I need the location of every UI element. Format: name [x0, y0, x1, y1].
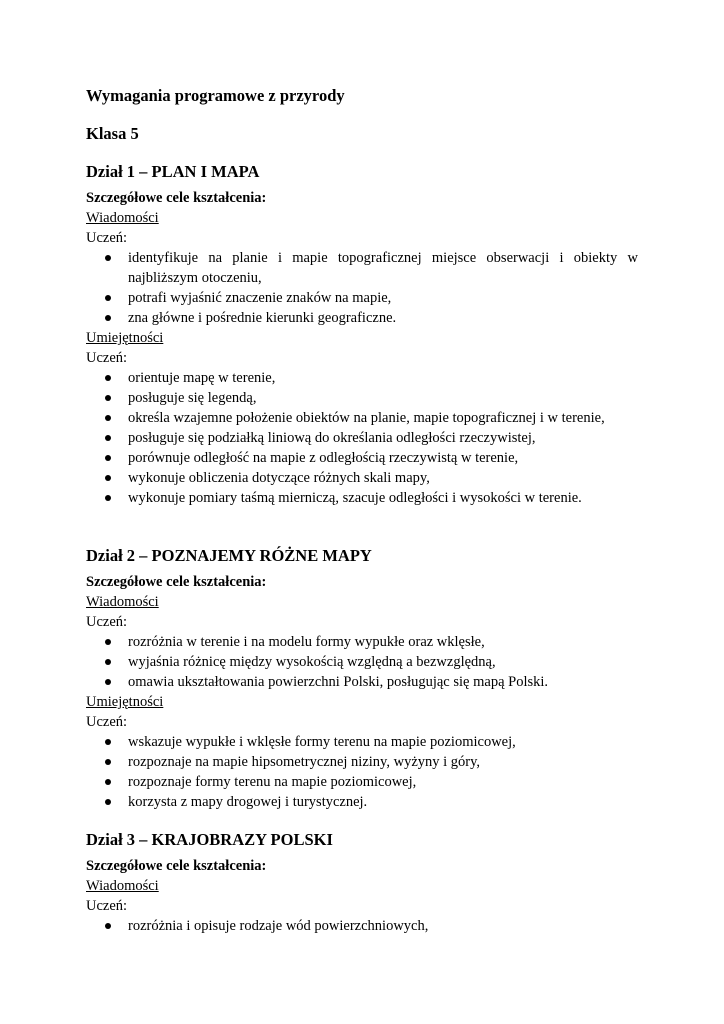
bullet-icon — [105, 435, 111, 441]
list-item: wykonuje obliczenia dotyczące różnych skali mapy, — [86, 468, 638, 488]
skills-list — [86, 732, 638, 812]
bullet-icon — [105, 475, 111, 481]
section-title: Dział 1 – PLAN I MAPA — [86, 162, 260, 181]
skills-heading: Umiejętności — [86, 694, 164, 710]
knowledge-list — [86, 916, 638, 936]
class-label: Klasa 5 — [86, 124, 139, 143]
spacer — [86, 508, 638, 546]
bullet-icon — [105, 679, 111, 685]
bullet-icon — [105, 315, 111, 321]
list-item: rozpoznaje na mapie hipsometrycznej niziny, wyżyny i góry, — [86, 752, 638, 772]
list-item: omawia ukształtowania powierzchni Polski, posługując się mapą Polski. — [86, 672, 638, 692]
list-item: orientuje mapę w terenie, — [86, 368, 638, 388]
section-2 — [86, 546, 638, 812]
pupil-label: Uczeń: — [86, 230, 128, 246]
list-item: korzysta z mapy drogowej i turystycznej. — [86, 792, 638, 812]
bullet-icon — [105, 255, 111, 261]
section-title: Dział 2 – POZNAJEMY RÓŻNE MAPY — [86, 546, 372, 565]
goals-label: Szczegółowe cele kształcenia: — [86, 190, 267, 206]
document-content — [86, 86, 638, 936]
bullet-icon — [105, 739, 111, 745]
skills-heading: Umiejętności — [86, 330, 164, 346]
bullet-icon — [105, 759, 111, 765]
goals-label: Szczegółowe cele kształcenia: — [86, 858, 267, 874]
skills-list — [86, 368, 638, 508]
goals-label: Szczegółowe cele kształcenia: — [86, 574, 267, 590]
list-item: potrafi wyjaśnić znaczenie znaków na mapie, — [86, 288, 638, 308]
list-item: rozpoznaje formy terenu na mapie poziomicowej, — [86, 772, 638, 792]
section-3 — [86, 830, 638, 936]
spacer — [86, 812, 638, 830]
bullet-icon — [105, 639, 111, 645]
pupil-label: Uczeń: — [86, 350, 128, 366]
bullet-icon — [105, 779, 111, 785]
knowledge-heading: Wiadomości — [86, 594, 159, 610]
bullet-icon — [105, 455, 111, 461]
list-item: wykonuje pomiary taśmą mierniczą, szacuje odległości i wysokości w terenie. — [86, 488, 638, 508]
list-item: wskazuje wypukłe i wklęsłe formy terenu na mapie poziomicowej, — [86, 732, 638, 752]
list-item: rozróżnia w terenie i na modelu formy wypukłe oraz wklęsłe, — [86, 632, 638, 652]
section-title: Dział 3 – KRAJOBRAZY POLSKI — [86, 830, 333, 849]
bullet-icon — [105, 495, 111, 501]
list-item: identyfikuje na planie i mapie topograficznej miejsce obserwacji i obiekty w najbliższym otoczeniu, — [86, 248, 638, 288]
bullet-icon — [105, 923, 111, 929]
bullet-icon — [105, 375, 111, 381]
list-item: porównuje odległość na mapie z odległością rzeczywistą w terenie, — [86, 448, 638, 468]
knowledge-heading: Wiadomości — [86, 210, 159, 226]
knowledge-list — [86, 632, 638, 692]
knowledge-heading: Wiadomości — [86, 878, 159, 894]
bullet-icon — [105, 295, 111, 301]
list-item: określa wzajemne położenie obiektów na planie, mapie topograficznej i w terenie, — [86, 408, 638, 428]
list-item: wyjaśnia różnicę między wysokością względną a bezwzględną, — [86, 652, 638, 672]
pupil-label: Uczeń: — [86, 614, 128, 630]
list-item: posługuje się legendą, — [86, 388, 638, 408]
pupil-label: Uczeń: — [86, 714, 128, 730]
bullet-icon — [105, 415, 111, 421]
bullet-icon — [105, 799, 111, 805]
list-item: zna główne i pośrednie kierunki geograficzne. — [86, 308, 638, 328]
list-item: posługuje się podziałką liniową do określania odległości rzeczywistej, — [86, 428, 638, 448]
pupil-label: Uczeń: — [86, 898, 128, 914]
list-item: rozróżnia i opisuje rodzaje wód powierzchniowych, — [86, 916, 638, 936]
bullet-icon — [105, 395, 111, 401]
document-title: Wymagania programowe z przyrody — [86, 86, 345, 105]
knowledge-list — [86, 248, 638, 328]
bullet-icon — [105, 659, 111, 665]
section-1 — [86, 162, 638, 508]
